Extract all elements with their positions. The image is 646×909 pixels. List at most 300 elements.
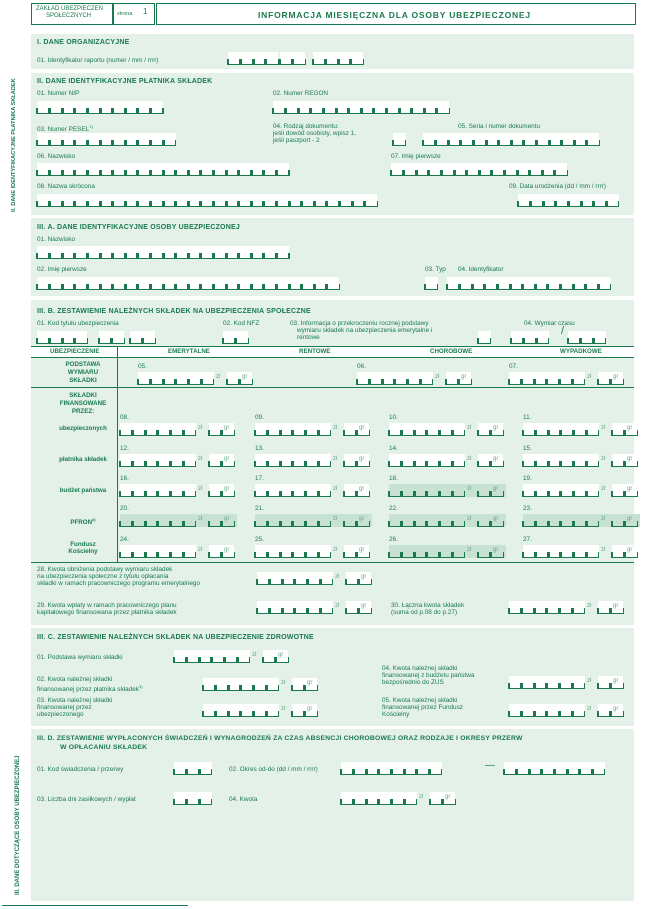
amount-digits — [389, 484, 465, 497]
amount-field[interactable] — [523, 536, 640, 558]
amount-cents — [598, 372, 623, 385]
field-cell-tick — [598, 491, 599, 497]
field-cell-tick — [355, 521, 358, 527]
s3c-f04-label1: 04. Kwota należnej składki — [382, 665, 458, 672]
fin-label3: PRZEZ: — [71, 408, 95, 415]
amount-field[interactable] — [255, 445, 372, 467]
page-number: 1 — [143, 7, 148, 16]
amount-cents — [209, 454, 234, 467]
field-cell-tick — [459, 140, 462, 146]
field-cell-tick — [623, 683, 624, 689]
field-cell-tick — [144, 491, 147, 497]
field-cell-tick — [237, 170, 240, 176]
currency-gr: gr — [224, 516, 230, 522]
field-cell-tick — [472, 140, 475, 146]
field-cell-tick — [388, 521, 389, 527]
field-cell-tick — [567, 201, 570, 207]
field-cell-tick — [435, 108, 438, 114]
field-cell-tick — [141, 338, 144, 344]
f29-label2: kapitałowego finansowana przez płatnika składek — [37, 609, 177, 616]
field-cell-tick — [425, 552, 428, 558]
field-cell-tick — [585, 521, 588, 527]
insured-firstname-field[interactable] — [37, 277, 339, 290]
benefit-code-field[interactable] — [174, 762, 212, 775]
field-cell-tick — [36, 253, 37, 259]
field-cell-tick — [368, 379, 371, 385]
field-cell-tick — [503, 491, 504, 497]
currency-gr: gr — [493, 516, 499, 522]
amount-field[interactable] — [523, 414, 640, 436]
amount-field[interactable] — [203, 704, 320, 717]
field-cell-tick — [592, 338, 595, 344]
field-cell-tick — [174, 284, 177, 290]
base-label1: PODSTAWA — [65, 361, 101, 368]
field-cell-tick — [182, 521, 185, 527]
field-cell-tick — [438, 491, 441, 497]
field-cell-tick — [73, 170, 76, 176]
field-cell-tick — [278, 685, 279, 691]
field-cell-tick — [319, 579, 322, 585]
field-cell-tick — [410, 108, 413, 114]
field-cell-tick — [419, 379, 422, 385]
field-cell-tick — [623, 552, 626, 558]
insurance-code-field-2[interactable] — [99, 331, 124, 344]
field-cell-tick — [272, 108, 273, 114]
issuer-line1: ZAKŁAD UBEZPIECZEŃ — [36, 6, 104, 12]
field-cell-tick — [174, 170, 177, 176]
currency-gr: gr — [493, 486, 499, 492]
report-id-month[interactable] — [280, 52, 305, 65]
field-cell-tick — [73, 284, 76, 290]
amount-field[interactable] — [255, 414, 372, 436]
field-cell-tick — [623, 379, 624, 385]
field-number: 23. — [523, 505, 532, 512]
field-cell-tick — [559, 491, 562, 497]
amount-field[interactable] — [120, 414, 237, 436]
field-cell-tick — [597, 683, 598, 689]
s2-firstname-label: 07. Imię pierwsze — [391, 153, 441, 160]
field-cell-tick — [281, 608, 284, 614]
field-cell-tick — [457, 379, 460, 385]
field-cell-tick — [533, 379, 536, 385]
amount-field[interactable] — [174, 650, 291, 663]
s3c-f03-label3: ubezpieczonego — [37, 711, 84, 718]
field-cell-tick — [337, 59, 340, 65]
field-cell-tick — [338, 201, 341, 207]
field-cell-tick — [388, 491, 389, 497]
field-cell-tick — [220, 430, 223, 436]
field-cell-tick — [618, 201, 619, 207]
field-cell-tick — [377, 769, 380, 775]
currency-gr: gr — [307, 706, 313, 712]
field-cell-tick — [571, 379, 574, 385]
field-cell-tick — [558, 711, 561, 717]
currency-gr: gr — [627, 547, 633, 553]
payer-shortname-field[interactable] — [37, 194, 377, 207]
field-cell-tick — [291, 461, 294, 467]
field-cell-tick — [584, 711, 585, 717]
field-cell-tick — [489, 521, 492, 527]
amount-field[interactable] — [257, 572, 374, 585]
field-cell-tick — [223, 657, 226, 663]
field-cell-tick — [173, 657, 174, 663]
field-cell-tick — [156, 461, 159, 467]
amount-field[interactable] — [138, 363, 255, 385]
field-number: 05. — [138, 363, 147, 370]
field-cell-tick — [252, 59, 255, 65]
field-cell-tick — [252, 685, 255, 691]
section-2-side-label: II. DANE IDENTYFIKACYJNE PŁATNIKA SKŁADEK — [11, 78, 17, 212]
amount-field[interactable] — [120, 445, 237, 467]
amount-cents — [344, 454, 369, 467]
field-cell-tick — [413, 430, 416, 436]
field-cell-tick — [220, 491, 223, 497]
field-cell-tick — [300, 284, 303, 290]
insured-ident-field[interactable] — [447, 277, 611, 290]
field-cell-tick — [597, 379, 598, 385]
field-cell-tick — [155, 338, 156, 344]
currency-zl: zł — [467, 425, 472, 431]
currency-gr: gr — [242, 374, 248, 380]
amount-cents — [612, 545, 637, 558]
field-cell-tick — [131, 552, 134, 558]
field-number: 16. — [120, 475, 129, 482]
s3c-f05-label1: 05. Kwota należnej składki — [382, 697, 458, 704]
payer-firstname-field[interactable] — [391, 163, 567, 176]
field-cell-tick — [355, 552, 358, 558]
amount-digits — [120, 545, 196, 558]
field-cell-tick — [262, 253, 265, 259]
field-cell-tick — [611, 521, 612, 527]
field-cell-tick — [136, 201, 139, 207]
field-number: 18. — [389, 475, 398, 482]
field-cell-tick — [187, 284, 190, 290]
currency-zl: zł — [601, 486, 606, 492]
field-cell-tick — [291, 491, 294, 497]
amount-field[interactable] — [255, 505, 372, 527]
amount-field[interactable] — [509, 676, 626, 689]
field-cell-tick — [558, 683, 561, 689]
field-number: 09. — [255, 414, 264, 421]
field-cell-tick — [317, 491, 320, 497]
field-cell-tick — [432, 379, 433, 385]
field-cell-tick — [447, 140, 450, 146]
field-cell-tick — [173, 769, 174, 775]
doc-series-field[interactable] — [423, 133, 599, 146]
col-insurance: UBEZPIECZENIE — [50, 348, 100, 355]
amount-field[interactable] — [255, 475, 372, 497]
s3c-f05-label3: Kościelny — [382, 711, 410, 718]
field-cell-tick — [528, 170, 531, 176]
currency-zl: zł — [333, 425, 338, 431]
amount-field[interactable] — [257, 601, 374, 614]
field-cell-tick — [485, 140, 488, 146]
field-cell-tick — [279, 461, 282, 467]
field-cell-tick — [61, 338, 64, 344]
s3d-f02-label: 02. Okres od-do (dd / mm / rrrr) — [229, 766, 318, 773]
field-cell-tick — [515, 769, 518, 775]
amount-field[interactable] — [203, 678, 320, 691]
amount-cents — [612, 454, 637, 467]
field-cell-tick — [99, 201, 102, 207]
insurance-code-field-3[interactable] — [130, 331, 155, 344]
field-cell-tick — [520, 683, 523, 689]
field-cell-tick — [455, 799, 456, 805]
field-cell-tick — [425, 430, 428, 436]
doc-type-field[interactable] — [393, 133, 406, 146]
field-cell-tick — [477, 552, 478, 558]
footnote-rule — [2, 905, 188, 906]
amount-field[interactable] — [120, 505, 237, 527]
field-cell-tick — [533, 683, 536, 689]
f30-label2: (suma od p.08 do p.27) — [391, 609, 458, 616]
amount-digits — [120, 454, 196, 467]
field-cell-tick — [195, 521, 196, 527]
amount-digits — [523, 484, 599, 497]
field-cell-tick — [98, 338, 99, 344]
s3b-time-label: 04. Wymiar czasu — [524, 320, 575, 327]
field-cell-tick — [250, 253, 253, 259]
field-cell-tick — [623, 711, 624, 717]
currency-zl: zł — [333, 456, 338, 462]
amount-cents — [612, 514, 637, 527]
currency-gr: gr — [445, 794, 451, 800]
pesel-field[interactable] — [37, 133, 176, 146]
field-cell-tick — [332, 579, 333, 585]
field-cell-tick — [571, 711, 574, 717]
field-cell-tick — [598, 430, 599, 436]
field-cell-tick — [266, 521, 269, 527]
period-to-field[interactable] — [504, 762, 605, 775]
amount-field[interactable] — [357, 363, 474, 385]
amount-field[interactable] — [341, 792, 458, 805]
field-cell-tick — [547, 521, 550, 527]
field-cell-tick — [234, 552, 235, 558]
nfz-code-field[interactable] — [223, 331, 248, 344]
field-cell-tick — [86, 284, 89, 290]
field-cell-tick — [129, 338, 130, 344]
field-cell-tick — [560, 140, 563, 146]
field-cell-tick — [317, 521, 320, 527]
amount-field[interactable] — [120, 536, 237, 558]
field-cell-tick — [162, 170, 165, 176]
insured-surname-field[interactable] — [37, 246, 289, 259]
benefit-days-field[interactable] — [174, 792, 212, 805]
currency-zl: zł — [467, 486, 472, 492]
field-cell-tick — [291, 430, 294, 436]
field-cell-tick — [381, 379, 384, 385]
field-cell-tick — [236, 657, 239, 663]
amount-digits — [255, 454, 331, 467]
field-cell-tick — [274, 657, 277, 663]
currency-zl: zł — [587, 706, 592, 712]
field-cell-tick — [185, 769, 188, 775]
amount-cents — [446, 372, 471, 385]
field-cell-tick — [195, 430, 196, 436]
field-cell-tick — [357, 579, 360, 585]
s3b-nfz-label: 02. Kod NFZ — [223, 320, 260, 327]
field-cell-tick — [611, 491, 612, 497]
field-cell-tick — [212, 170, 215, 176]
field-cell-tick — [199, 253, 202, 259]
currency-zl: zł — [335, 603, 340, 609]
field-cell-tick — [497, 140, 500, 146]
field-cell-tick — [517, 201, 518, 207]
amount-digits — [389, 545, 465, 558]
currency-zl: zł — [467, 516, 472, 522]
field-cell-tick — [304, 430, 307, 436]
field-cell-tick — [451, 491, 454, 497]
field-cell-tick — [73, 253, 76, 259]
field-number: 27. — [523, 536, 532, 543]
field-cell-tick — [605, 338, 606, 344]
field-cell-tick — [535, 140, 538, 146]
field-cell-tick — [422, 140, 423, 146]
work-time-slash: / — [561, 325, 565, 337]
field-number: 10. — [389, 414, 398, 421]
amount-field[interactable] — [389, 445, 506, 467]
regon-field[interactable] — [273, 101, 449, 114]
field-cell-tick — [317, 430, 320, 436]
amount-digits — [138, 372, 214, 385]
report-id-year[interactable] — [313, 52, 363, 65]
field-cell-tick — [306, 579, 309, 585]
field-cell-tick — [275, 201, 278, 207]
field-cell-tick — [637, 521, 638, 527]
field-cell-tick — [453, 170, 456, 176]
field-cell-tick — [73, 108, 76, 114]
field-cell-tick — [149, 170, 152, 176]
field-number: 14. — [389, 445, 398, 452]
field-number: 15. — [523, 445, 532, 452]
currency-zl: zł — [467, 547, 472, 553]
field-cell-tick — [305, 59, 306, 65]
field-cell-tick — [548, 140, 551, 146]
field-cell-tick — [579, 338, 582, 344]
field-cell-tick — [572, 521, 575, 527]
field-cell-tick — [360, 108, 363, 114]
amount-field[interactable] — [523, 505, 640, 527]
amount-field[interactable] — [389, 475, 506, 497]
field-cell-tick — [510, 338, 511, 344]
insurance-code-field[interactable] — [37, 331, 87, 344]
field-cell-tick — [347, 108, 350, 114]
amount-field[interactable] — [255, 536, 372, 558]
currency-zl: zł — [198, 547, 203, 553]
amount-field[interactable] — [509, 704, 626, 717]
field-cell-tick — [162, 140, 165, 146]
nip-field[interactable] — [37, 101, 163, 114]
field-cell-tick — [202, 711, 203, 717]
field-cell-tick — [611, 552, 612, 558]
field-cell-tick — [508, 711, 509, 717]
field-cell-tick — [343, 491, 344, 497]
field-cell-tick — [187, 253, 190, 259]
field-cell-tick — [48, 170, 51, 176]
field-cell-tick — [220, 461, 223, 467]
field-cell-tick — [281, 579, 284, 585]
field-cell-tick — [464, 430, 465, 436]
field-cell-tick — [402, 170, 405, 176]
field-cell-tick — [623, 491, 626, 497]
field-cell-tick — [195, 461, 196, 467]
field-cell-tick — [225, 170, 228, 176]
field-cell-tick — [548, 338, 549, 344]
field-cell-tick — [291, 711, 292, 717]
field-number: 24. — [120, 536, 129, 543]
field-cell-tick — [355, 491, 358, 497]
field-cell-tick — [585, 461, 588, 467]
field-cell-tick — [275, 284, 278, 290]
field-cell-tick — [363, 201, 366, 207]
amount-field[interactable] — [389, 536, 506, 558]
field-cell-tick — [312, 59, 313, 65]
field-cell-tick — [249, 657, 250, 663]
amount-field[interactable] — [509, 601, 626, 614]
field-cell-tick — [451, 521, 454, 527]
payer-surname-field[interactable] — [37, 163, 289, 176]
amount-digits — [389, 514, 465, 527]
field-cell-tick — [288, 170, 289, 176]
field-cell-tick — [520, 711, 523, 717]
amount-field[interactable] — [389, 505, 506, 527]
field-cell-tick — [357, 608, 360, 614]
field-cell-tick — [156, 552, 159, 558]
amount-cents — [478, 423, 503, 436]
s2-series-label: 05. Seria i numer dokumentu — [458, 123, 541, 130]
field-cell-tick — [451, 430, 454, 436]
section-1-title: I. DANE ORGANIZACYJNE — [37, 39, 130, 46]
field-cell-tick — [559, 521, 562, 527]
field-cell-tick — [293, 608, 296, 614]
page-label: strona — [117, 11, 133, 17]
field-cell-tick — [546, 284, 549, 290]
field-cell-tick — [597, 284, 600, 290]
field-cell-tick — [317, 711, 318, 717]
amount-field[interactable] — [389, 414, 506, 436]
field-cell-tick — [637, 461, 638, 467]
amount-field[interactable] — [120, 475, 237, 497]
report-id-number[interactable] — [228, 52, 278, 65]
field-cell-tick — [533, 711, 536, 717]
work-time-num-field[interactable] — [511, 331, 549, 344]
field-cell-tick — [187, 379, 190, 385]
field-cell-tick — [343, 521, 344, 527]
s3d-f01-label: 01. Kod świadczenia / przerwy — [37, 766, 124, 773]
currency-zl: zł — [587, 374, 592, 380]
s3d-f04-label: 04. Kwota — [229, 796, 258, 803]
period-from-field[interactable] — [341, 762, 442, 775]
threshold-info-field[interactable] — [478, 331, 491, 344]
field-cell-tick — [227, 711, 230, 717]
work-time-den-field[interactable] — [568, 331, 606, 344]
field-cell-tick — [545, 683, 548, 689]
amount-field[interactable] — [509, 363, 626, 385]
field-cell-tick — [522, 552, 523, 558]
payer-birth-field[interactable] — [518, 194, 619, 207]
field-cell-tick — [330, 521, 331, 527]
field-cell-tick — [174, 201, 177, 207]
field-cell-tick — [516, 170, 519, 176]
amount-field[interactable] — [523, 475, 640, 497]
field-cell-tick — [175, 140, 176, 146]
field-cell-tick — [110, 338, 113, 344]
insured-type-field[interactable] — [425, 277, 438, 290]
field-cell-tick — [99, 284, 102, 290]
field-cell-tick — [86, 201, 89, 207]
amount-field[interactable] — [523, 445, 640, 467]
field-cell-tick — [212, 284, 215, 290]
